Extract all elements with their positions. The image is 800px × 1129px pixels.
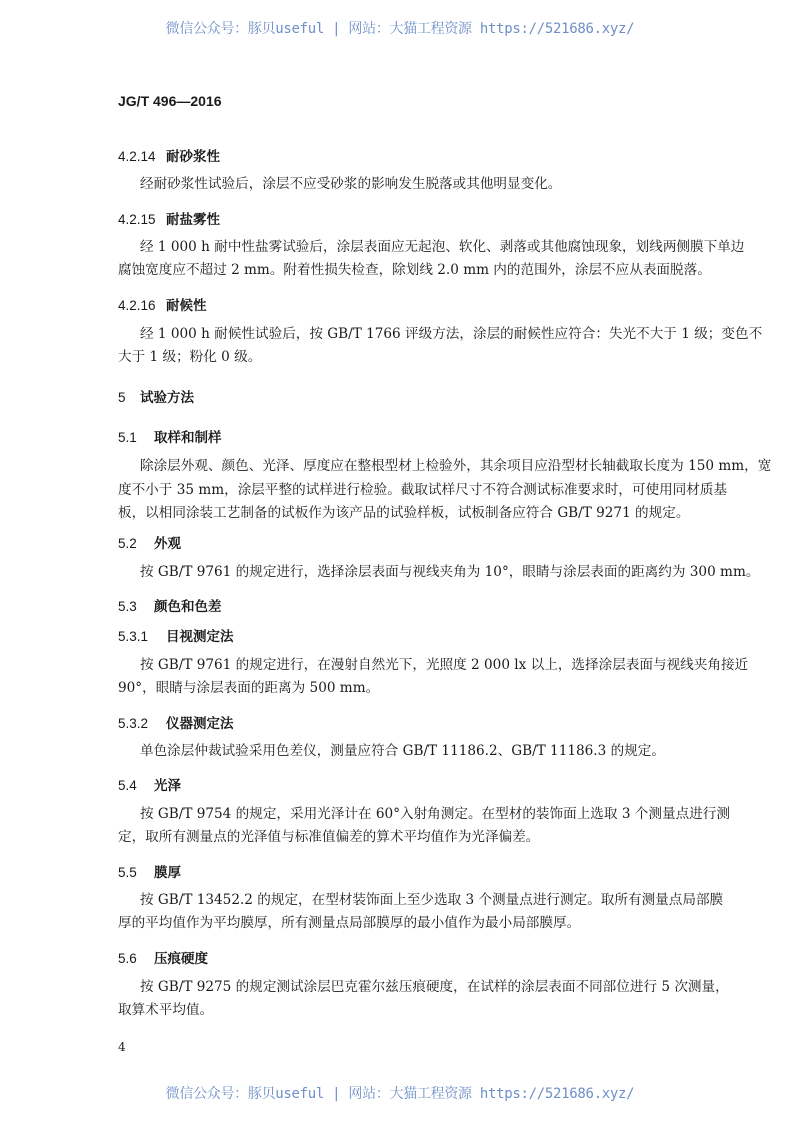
heading-title: 外观 xyxy=(154,536,181,551)
paragraph-line: 定，取所有测量点的光泽值与标准值偏差的算术平均值作为光泽偏差。 xyxy=(118,829,540,845)
heading-title: 光泽 xyxy=(154,778,181,793)
heading-4-2-15 xyxy=(118,208,220,228)
page-number: 4 xyxy=(118,1040,126,1054)
paragraph-line: 取算术平均值。 xyxy=(118,1002,214,1018)
heading-5-5 xyxy=(118,861,181,881)
heading-title: 目视测定法 xyxy=(166,629,234,644)
heading-title: 试验方法 xyxy=(140,390,194,405)
heading-number: 5.3.1 xyxy=(118,629,149,644)
heading-number: 5.4 xyxy=(118,778,137,793)
heading-title: 颜色和色差 xyxy=(154,599,222,614)
paragraph-line: 按 GB/T 9761 的规定进行，选择涂层表面与视线夹角为 10°，眼睛与涂层表面的距离约为 300 mm。 xyxy=(140,564,760,580)
heading-title: 耐候性 xyxy=(166,298,207,313)
heading-4-2-16 xyxy=(118,294,207,314)
heading-5-3-1 xyxy=(118,625,234,645)
heading-number: 5.3 xyxy=(118,599,137,614)
heading-5 xyxy=(118,386,194,406)
paragraph-line: 经 1 000 h 耐中性盐雾试验后，涂层表面应无起泡、软化、剥落或其他腐蚀现象，划线两侧膜下单边 xyxy=(140,239,745,255)
paragraph-line: 腐蚀宽度应不超过 2 mm。附着性损失检查，除划线 2.0 mm 内的范围外，涂层不应从表面脱落。 xyxy=(118,262,711,278)
heading-number: 5.3.2 xyxy=(118,716,149,731)
paragraph-line: 厚的平均值作为平均膜厚，所有测量点局部膜厚的最小值作为最小局部膜厚。 xyxy=(118,915,581,931)
paragraph-line: 单色涂层仲裁试验采用色差仪，测量应符合 GB/T 11186.2、GB/T 11186.3 的规定。 xyxy=(140,743,665,759)
heading-title: 耐盐雾性 xyxy=(166,212,220,227)
paragraph-line: 按 GB/T 9275 的规定测试涂层巴克霍尔兹压痕硬度，在试样的涂层表面不同部位进行 5 次测量， xyxy=(140,979,729,995)
heading-5-3-2 xyxy=(118,712,234,732)
heading-number: 5 xyxy=(118,390,126,405)
heading-number: 4.2.14 xyxy=(118,149,156,164)
paragraph-line: 除涂层外观、颜色、光泽、厚度应在整根型材上检验外，其余项目应沿型材长轴截取长度为 150 mm，宽 xyxy=(140,458,772,474)
heading-number: 4.2.15 xyxy=(118,212,156,227)
heading-number: 5.2 xyxy=(118,536,137,551)
watermark-top: 微信公众号：豚贝useful | 网站：大猫工程资源 https://521686.xyz/ xyxy=(165,21,635,37)
heading-5-1 xyxy=(118,426,222,446)
heading-number: 5.5 xyxy=(118,865,137,880)
paragraph-line: 经耐砂浆性试验后，涂层不应受砂浆的影响发生脱落或其他明显变化。 xyxy=(140,176,562,192)
heading-4-2-14 xyxy=(118,145,220,165)
heading-title: 仪器测定法 xyxy=(166,716,234,731)
heading-number: 5.1 xyxy=(118,430,137,445)
paragraph-line: 经 1 000 h 耐候性试验后，按 GB/T 1766 评级方法，涂层的耐候性应符合：失光不大于 1 级；变色不 xyxy=(140,326,763,342)
heading-title: 压痕硬度 xyxy=(154,951,208,966)
heading-5-2 xyxy=(118,532,181,552)
paragraph-line: 90°，眼睛与涂层表面的距离为 500 mm。 xyxy=(118,680,380,696)
heading-title: 膜厚 xyxy=(154,865,181,880)
heading-number: 5.6 xyxy=(118,951,137,966)
paragraph-line: 大于 1 级；粉化 0 级。 xyxy=(118,349,262,365)
paragraph-line: 按 GB/T 9754 的规定，采用光泽计在 60°入射角测定。在型材的装饰面上选取 3 个测量点进行测 xyxy=(140,806,730,822)
heading-title: 取样和制样 xyxy=(154,430,222,445)
paragraph-line: 板，以相同涂装工艺制备的试板作为该产品的试验样板，试板制备应符合 GB/T 9271 的规定。 xyxy=(118,505,690,521)
paragraph-line: 度不小于 35 mm，涂层平整的试样进行检验。截取试样尺寸不符合测试标准要求时，可使用同材质基 xyxy=(118,482,728,498)
heading-number: 4.2.16 xyxy=(118,298,156,313)
heading-5-6 xyxy=(118,947,208,967)
paragraph-line: 按 GB/T 9761 的规定进行，在漫射自然光下，光照度 2 000 lx 以上，选择涂层表面与视线夹角接近 xyxy=(140,657,749,673)
watermark-bottom: 微信公众号：豚贝useful | 网站：大猫工程资源 https://521686.xyz/ xyxy=(165,1086,635,1102)
heading-title: 耐砂浆性 xyxy=(166,149,220,164)
document-id: JG/T 496—2016 xyxy=(118,93,222,109)
heading-5-3 xyxy=(118,595,222,615)
heading-5-4 xyxy=(118,774,181,794)
paragraph-line: 按 GB/T 13452.2 的规定，在型材装饰面上至少选取 3 个测量点进行测定。取所有测量点局部膜 xyxy=(140,892,724,908)
